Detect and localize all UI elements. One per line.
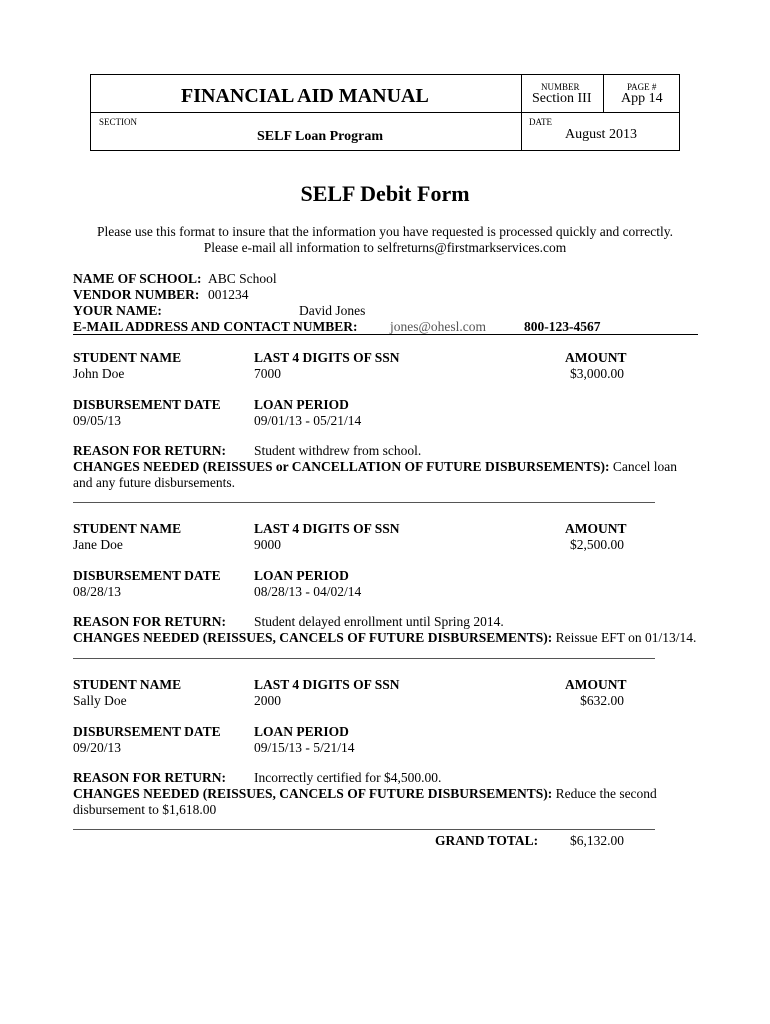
reason-label: REASON FOR RETURN: xyxy=(73,614,227,629)
student-name-label: STUDENT NAME xyxy=(73,350,182,365)
reason-value: Incorrectly certified for $4,500.00. xyxy=(254,770,442,785)
ssn-label: LAST 4 DIGITS OF SSN xyxy=(254,350,400,365)
loan-period-label: LOAN PERIOD xyxy=(254,724,349,739)
amount-label: AMOUNT xyxy=(565,677,627,692)
amount-value: $3,000.00 xyxy=(570,366,624,381)
manual-title: FINANCIAL AID MANUAL xyxy=(181,85,429,107)
student-name: Jane Doe xyxy=(73,537,123,552)
disbursement-date: 09/05/13 xyxy=(73,413,122,428)
loan-period: 09/01/13 - 05/21/14 xyxy=(254,413,362,428)
grand-total-label: GRAND TOTAL: xyxy=(435,833,539,848)
disbursement-date: 09/20/13 xyxy=(73,740,122,755)
changes-value-cont: and any future disbursements. xyxy=(73,475,235,490)
reason-value: Student delayed enrollment until Spring 2014. xyxy=(254,614,504,629)
changes-needed xyxy=(73,630,696,646)
amount-label: AMOUNT xyxy=(565,521,627,536)
amount-label: AMOUNT xyxy=(565,350,627,365)
school-name-value: ABC School xyxy=(208,271,277,286)
grand-total-value: $6,132.00 xyxy=(570,833,624,848)
section-divider xyxy=(73,658,655,659)
ssn-label: LAST 4 DIGITS OF SSN xyxy=(254,521,400,536)
amount-value: $632.00 xyxy=(580,693,624,708)
vendor-number-label: VENDOR NUMBER: xyxy=(73,287,200,302)
disbursement-date-label: DISBURSEMENT DATE xyxy=(73,397,221,412)
page-label: PAGE # xyxy=(627,82,657,92)
manual-header xyxy=(90,74,680,151)
your-name-value: David Jones xyxy=(299,303,366,318)
disbursement-date-label: DISBURSEMENT DATE xyxy=(73,724,221,739)
changes-label: CHANGES NEEDED (REISSUES, CANCELS OF FUTURE DISBURSEMENTS): xyxy=(73,786,553,801)
loan-period: 08/28/13 - 04/02/14 xyxy=(254,584,362,599)
student-name: John Doe xyxy=(73,366,125,381)
form-title: SELF Debit Form xyxy=(300,181,470,206)
school-name-label: NAME OF SCHOOL: xyxy=(73,271,202,286)
section-label: SECTION xyxy=(99,117,137,127)
date-label: DATE xyxy=(529,117,552,127)
changes-value: Reissue EFT on 01/13/14. xyxy=(555,630,697,645)
changes-needed xyxy=(73,459,677,475)
header-divider xyxy=(521,75,522,151)
student-name-label: STUDENT NAME xyxy=(73,677,182,692)
reason-label: REASON FOR RETURN: xyxy=(73,770,227,785)
page-value: App 14 xyxy=(621,91,663,106)
section-divider xyxy=(73,829,655,830)
student-name: Sally Doe xyxy=(73,693,127,708)
ssn-value: 2000 xyxy=(254,693,281,708)
contact-label: E-MAIL ADDRESS AND CONTACT NUMBER: xyxy=(73,319,358,334)
contact-underline xyxy=(73,334,698,335)
loan-period-label: LOAN PERIOD xyxy=(254,568,349,583)
vendor-number-value: 001234 xyxy=(208,287,249,302)
email-value: jones@ohesl.com xyxy=(390,319,487,334)
changes-value-cont: disbursement to $1,618.00 xyxy=(73,802,217,817)
disbursement-date-label: DISBURSEMENT DATE xyxy=(73,568,221,583)
reason-label: REASON FOR RETURN: xyxy=(73,443,227,458)
changes-value: Reduce the second xyxy=(555,786,657,801)
number-value: Section III xyxy=(532,91,592,106)
section-value: SELF Loan Program xyxy=(257,129,384,144)
disbursement-date: 08/28/13 xyxy=(73,584,122,599)
student-name-label: STUDENT NAME xyxy=(73,521,182,536)
changes-label: CHANGES NEEDED (REISSUES or CANCELLATION OF FUTURE DISBURSEMENTS): xyxy=(73,459,610,474)
intro-email-text: Please e-mail all information to selfreturns@firstmarkservices.com xyxy=(203,240,567,255)
number-label: NUMBER xyxy=(541,82,580,92)
intro-text: Please use this format to insure that the information you have requested is processed quickly and correctly. xyxy=(96,224,674,239)
ssn-label: LAST 4 DIGITS OF SSN xyxy=(254,677,400,692)
ssn-value: 9000 xyxy=(254,537,281,552)
changes-label: CHANGES NEEDED (REISSUES, CANCELS OF FUTURE DISBURSEMENTS): xyxy=(73,630,553,645)
ssn-value: 7000 xyxy=(254,366,281,381)
changes-value: Cancel loan xyxy=(612,459,677,474)
loan-period-label: LOAN PERIOD xyxy=(254,397,349,412)
reason-value: Student withdrew from school. xyxy=(254,443,422,458)
changes-needed xyxy=(73,786,657,802)
phone-value: 800-123-4567 xyxy=(524,319,601,334)
header-divider xyxy=(91,112,680,113)
loan-period: 09/15/13 - 5/21/14 xyxy=(254,740,355,755)
your-name-label: YOUR NAME: xyxy=(73,303,162,318)
amount-value: $2,500.00 xyxy=(570,537,624,552)
section-divider xyxy=(73,502,655,503)
date-value: August 2013 xyxy=(565,127,637,142)
header-divider xyxy=(603,75,604,112)
